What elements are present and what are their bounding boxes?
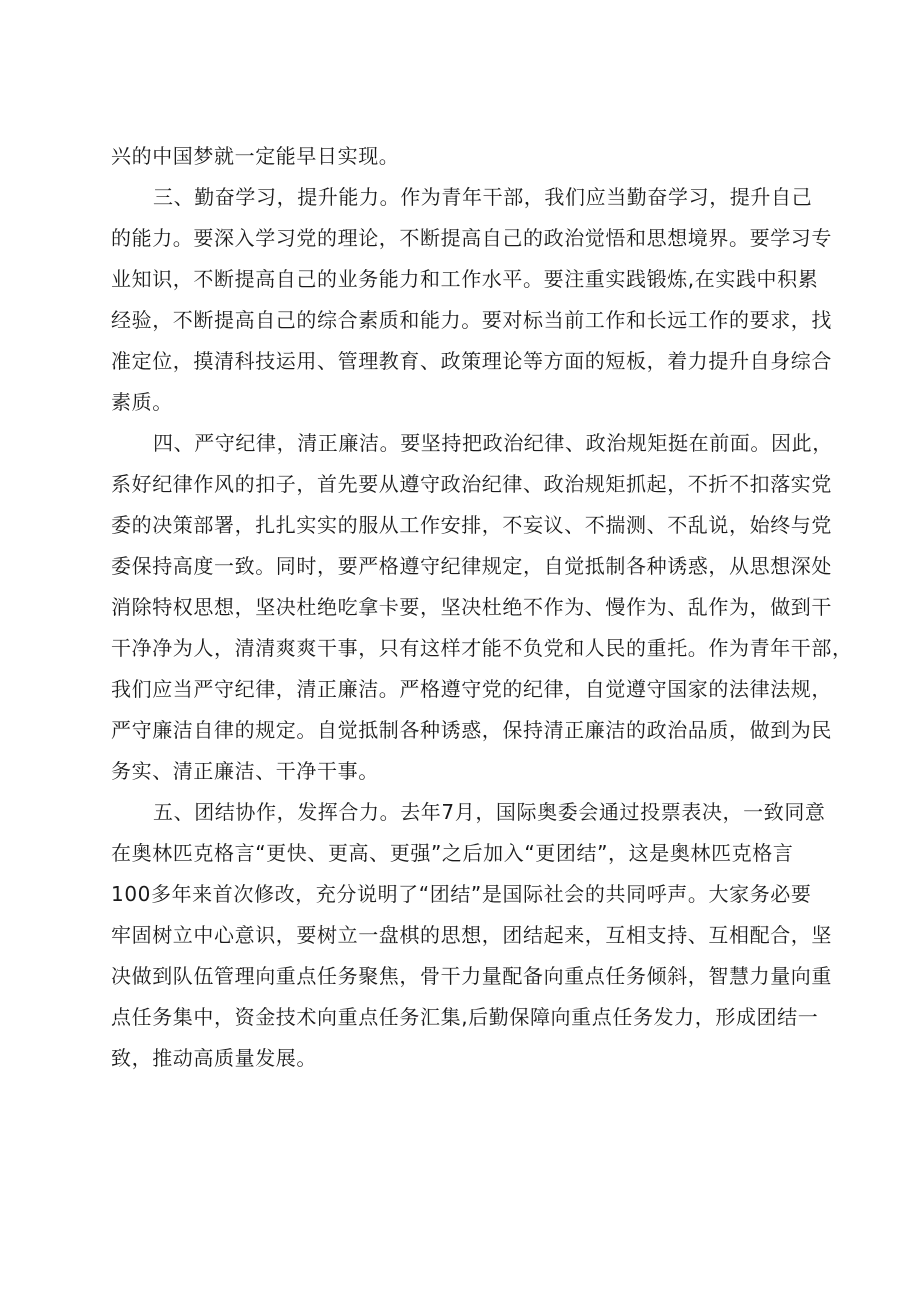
text-line: 点任务集中，资金技术向重点任务汇集,后勤保障向重点任务发力，形成团结一 [111, 1005, 819, 1029]
text-line: 委保持高度一致。同时，要严格遵守纪律规定，自觉抵制各种诱惑，从思想深处 [111, 554, 832, 578]
text-line: 委的决策部署，扎扎实实的服从工作安排，不妄议、不揣测、不乱说，始终与党 [111, 513, 832, 537]
text-line: 致，推动高质量发展。 [111, 1046, 317, 1070]
text-line: 素质。 [111, 390, 173, 414]
text-line: 我们应当严守纪律，清正廉洁。严格遵守党的纪律，自觉遵守国家的法律法规， [111, 677, 832, 701]
text-line: 三、勤奋学习，提升能力。作为青年干部，我们应当勤奋学习，提升自己 [153, 185, 813, 209]
text-line: 100多年来首次修改，充分说明了“团结”是国际社会的共同呼声。大家务必要 [111, 882, 812, 906]
text-line: 业知识，不断提高自己的业务能力和工作水平。要注重实践锻炼,在实践中积累 [111, 267, 819, 291]
paragraph-tail [111, 136, 810, 177]
text-line: 消除特权思想，坚决杜绝吃拿卡要，坚决杜绝不作为、慢作为、乱作为，做到干 [111, 595, 832, 619]
text-line: 五、团结协作，发挥合力。去年7月，国际奥委会通过投票表决，一致同意 [153, 800, 826, 824]
text-line: 经验，不断提高自己的综合素质和能力。要对标当前工作和长远工作的要求，找 [111, 308, 832, 332]
text-line: 决做到队伍管理向重点任务聚焦，骨干力量配备向重点任务倾斜，智慧力量向重 [111, 964, 832, 988]
text-line: 兴的中国梦就一定能早日实现。 [111, 144, 400, 168]
text-line: 严守廉洁自律的规定。自觉抵制各种诱惑，保持清正廉洁的政治品质，做到为民 [111, 718, 832, 742]
text-line: 牢固树立中心意识，要树立一盘棋的思想，团结起来，互相支持、互相配合，坚 [111, 923, 832, 947]
text-line: 务实、清正廉洁、干净干事。 [111, 759, 379, 783]
text-line: 在奥林匹克格言“更快、更高、更强”之后加入“更团结”，这是奥林匹克格言 [111, 841, 794, 865]
section-3-paragraph [111, 177, 832, 423]
section-5-paragraph [111, 792, 832, 1079]
section-4-paragraph [111, 423, 853, 792]
text-line: 准定位，摸清科技运用、管理教育、政策理论等方面的短板，着力提升自身综合 [111, 349, 832, 373]
text-line: 系好纪律作风的扣子，首先要从遵守政治纪律、政治规矩抓起，不折不扣落实党 [111, 472, 832, 496]
document-body [111, 136, 853, 1079]
text-line: 四、严守纪律，清正廉洁。要坚持把政治纪律、政治规矩挺在前面。因此， [153, 431, 833, 455]
text-line: 的能力。要深入学习党的理论，不断提高自己的政治觉悟和思想境界。要学习专 [111, 226, 832, 250]
text-line: 干净净为人，清清爽爽干事，只有这样才能不负党和人民的重托。作为青年干部， [111, 636, 853, 660]
